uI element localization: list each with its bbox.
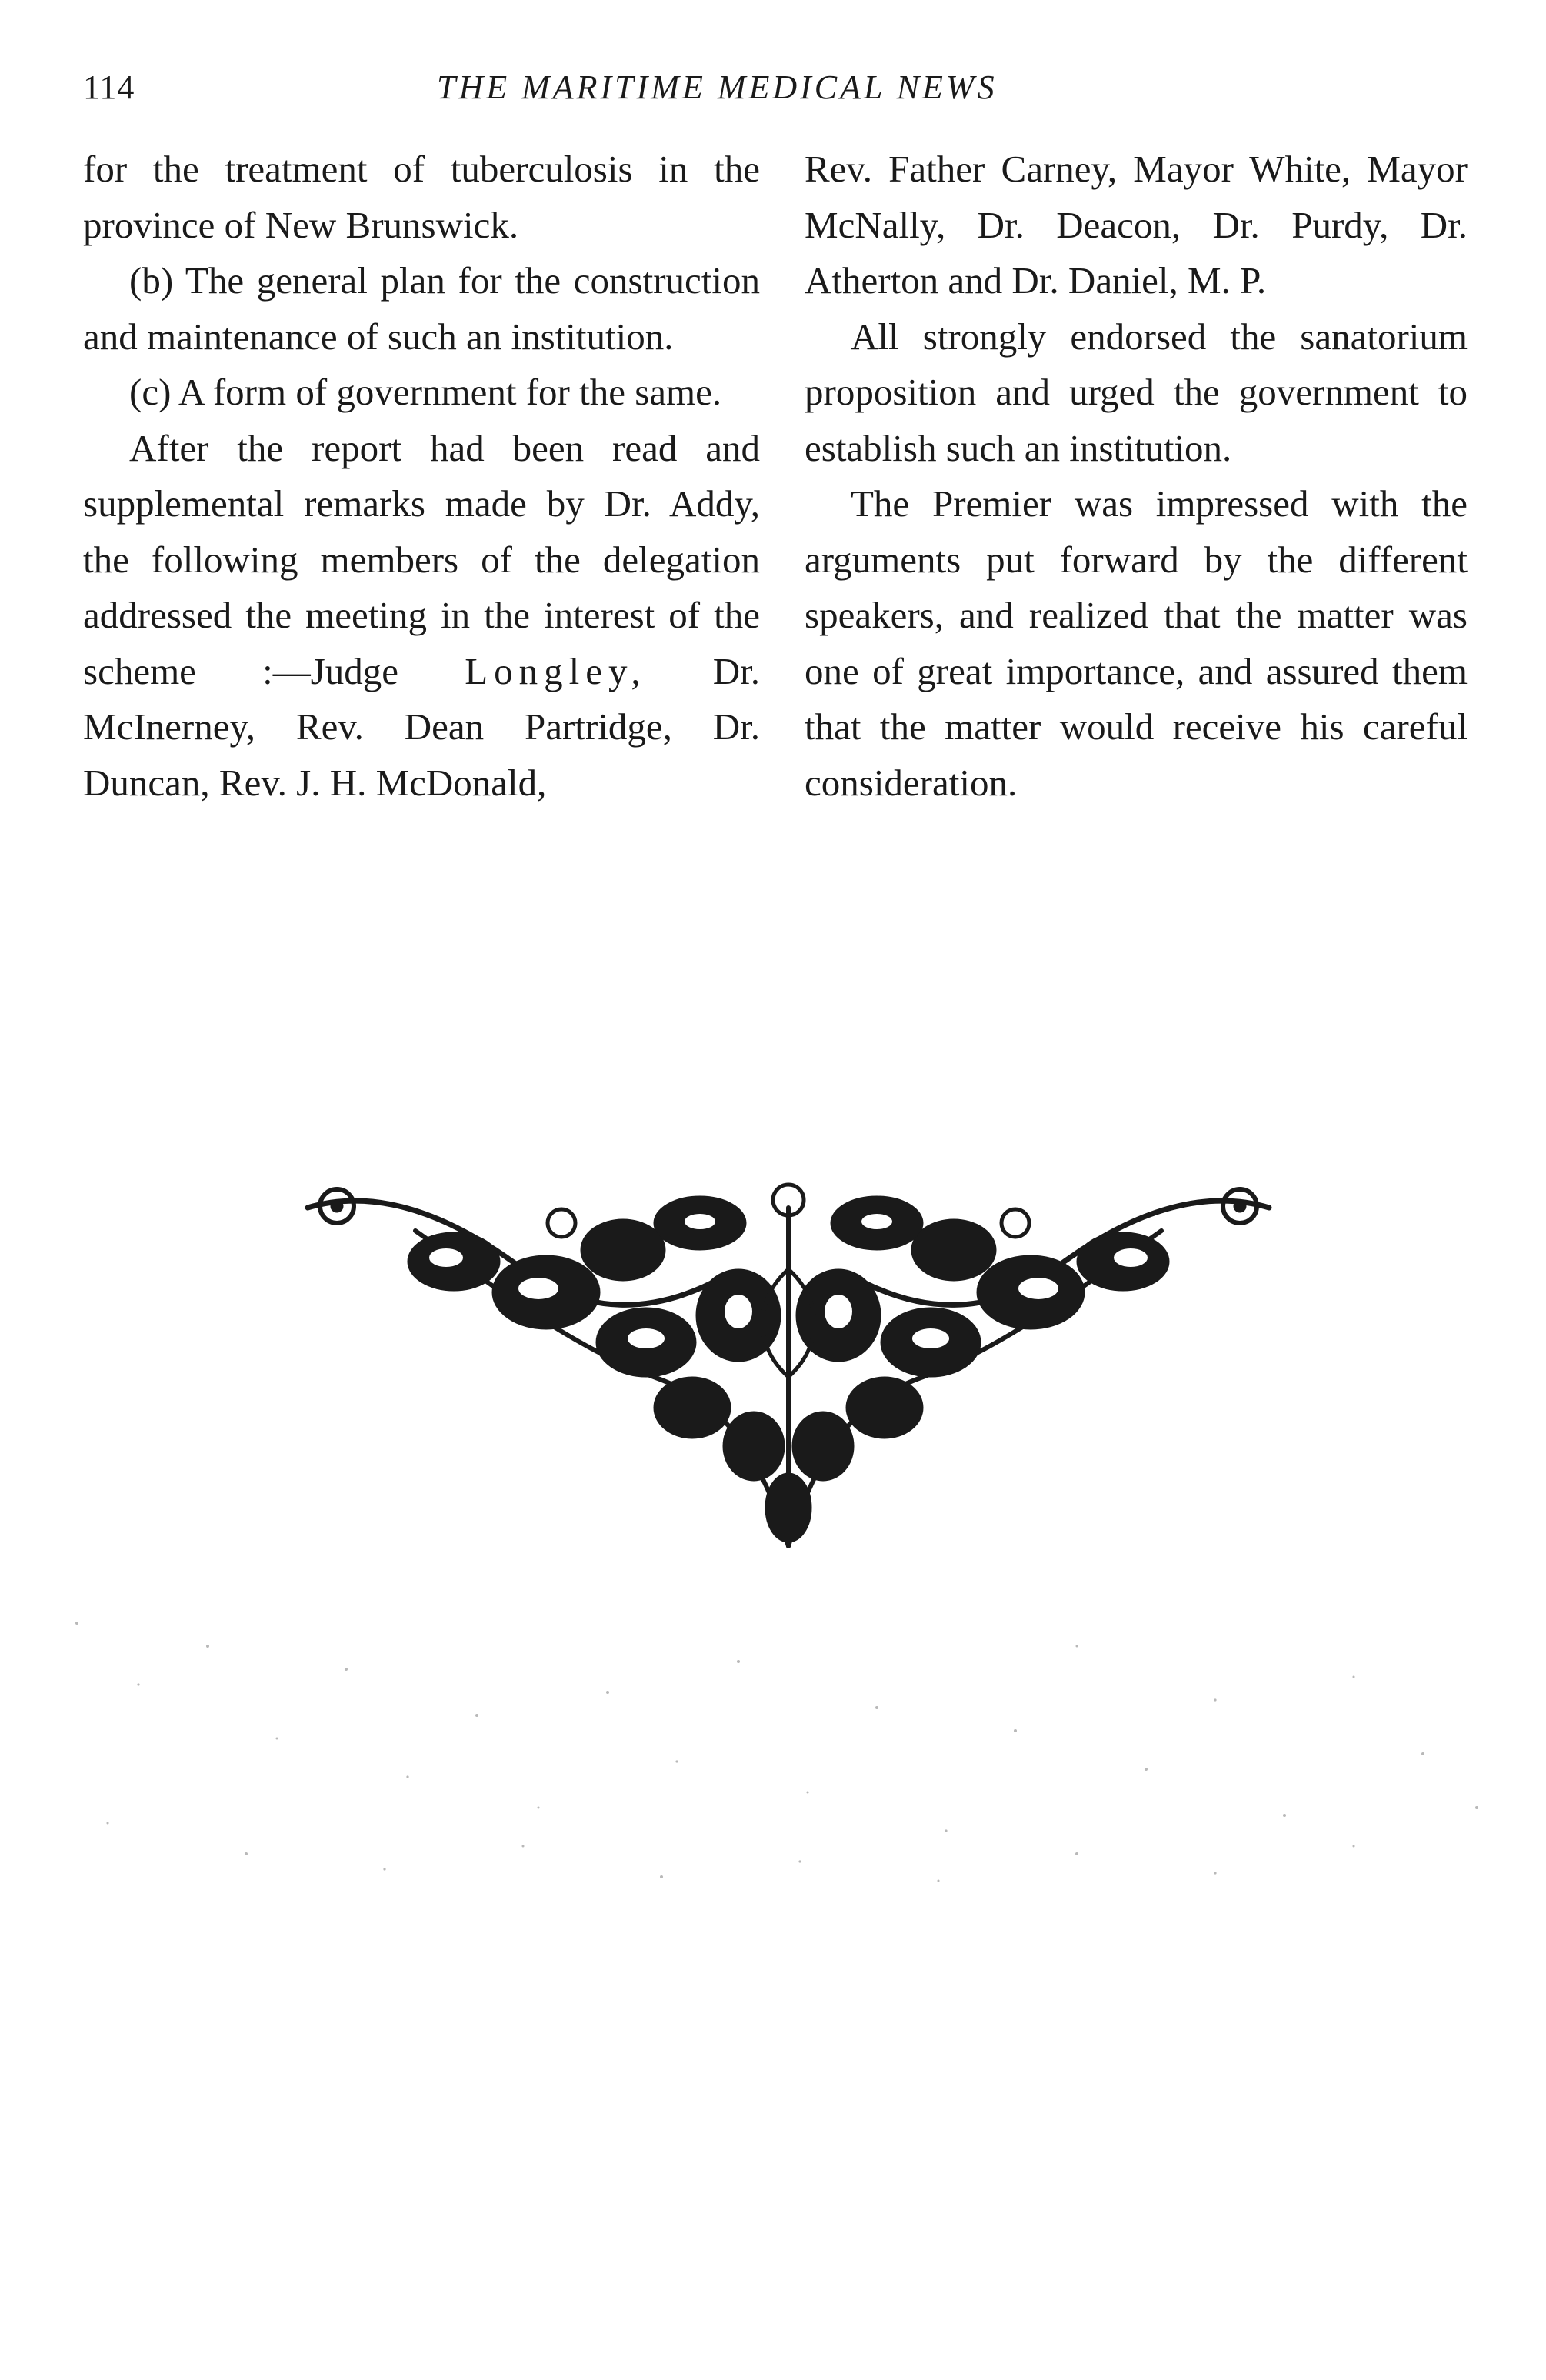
left-paragraph-4-end: Dr. McInerney, Rev. Dean Partridge, Dr. Duncan, Rev. J. H. McDonald,	[83, 649, 760, 804]
left-paragraph-4	[83, 421, 760, 812]
right-paragraph-2: All strongly endorsed the sanatorium proposition and urged the government to establish such an institution.	[805, 315, 1468, 469]
running-header	[83, 68, 1475, 114]
running-title: THE MARITIME MEDICAL NEWS	[437, 68, 998, 106]
left-paragraph-2: (b) The general plan for the construction and maintenance of such an institution.	[83, 259, 760, 358]
left-paragraph-4-start: After the report had been read and supplemental remarks made by Dr. Addy, the following members of the delegation addressed the meeting in the interest of the scheme :—Judge	[83, 426, 760, 692]
right-paragraph-1: Rev. Father Carney, Mayor White, Mayor McNally, Dr. Deacon, Dr. Purdy, Dr. Atherton and Dr. Daniel, M. P.	[805, 148, 1468, 302]
floral-scroll-tailpiece-icon	[292, 1177, 1284, 1562]
right-paragraph-3: The Premier was impressed with the arguments put forward by the different speakers, and realized that the matter was one of great importance, and assured them that the matter would receive his careful consideration.	[805, 482, 1468, 804]
right-column	[805, 142, 1468, 811]
paper-speckle-texture	[46, 1577, 1500, 1900]
left-column	[83, 142, 760, 811]
left-paragraph-3: (c) A form of government for the same.	[129, 371, 722, 413]
page-number: 114	[83, 68, 135, 106]
left-paragraph-1: for the treatment of tuberculosis in the province of New Brunswick.	[83, 148, 760, 246]
name-longley: Longley,	[465, 649, 647, 692]
